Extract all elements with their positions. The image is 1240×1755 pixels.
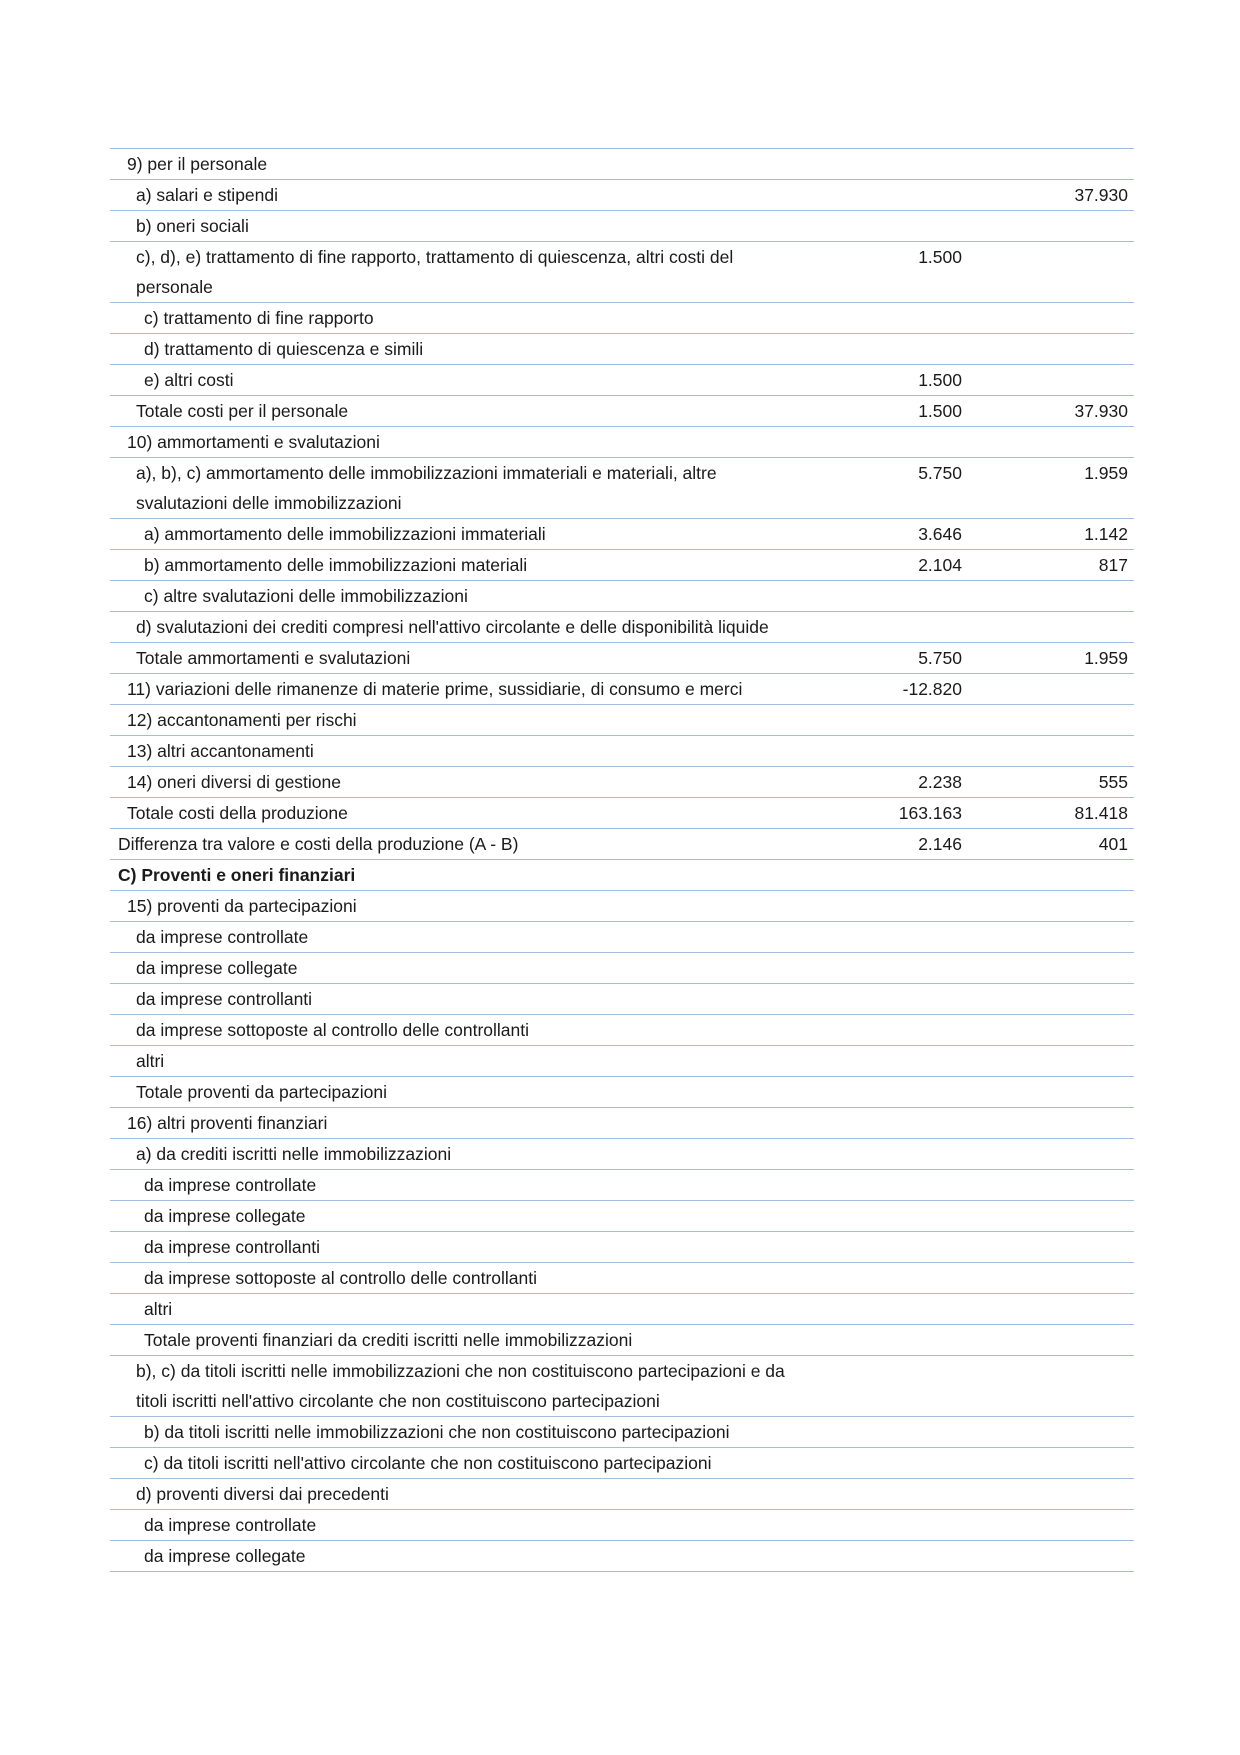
row-label: da imprese collegate xyxy=(110,953,800,984)
row-label: Totale costi della produzione xyxy=(110,798,800,829)
table-row xyxy=(110,396,1134,427)
row-label: c) trattamento di fine rapporto xyxy=(110,303,800,334)
current-year-value xyxy=(800,1417,968,1448)
table-row xyxy=(110,643,1134,674)
previous-year-value xyxy=(968,1448,1134,1479)
current-year-value xyxy=(800,180,968,211)
previous-year-value xyxy=(968,1077,1134,1108)
table-row xyxy=(110,1232,1134,1263)
row-label: altri xyxy=(110,1294,800,1325)
current-year-value: 1.500 xyxy=(800,365,968,396)
previous-year-value xyxy=(968,922,1134,953)
previous-year-value xyxy=(968,1541,1134,1572)
row-label: da imprese collegate xyxy=(110,1201,800,1232)
previous-year-value: 81.418 xyxy=(968,798,1134,829)
current-year-value: 2.146 xyxy=(800,829,968,860)
current-year-value xyxy=(800,1139,968,1170)
row-label: 13) altri accantonamenti xyxy=(110,736,800,767)
current-year-value xyxy=(800,953,968,984)
current-year-value xyxy=(800,303,968,334)
table-row xyxy=(110,1479,1134,1510)
current-year-value: 5.750 xyxy=(800,643,968,674)
current-year-value xyxy=(800,1046,968,1077)
current-year-value: 163.163 xyxy=(800,798,968,829)
table-row xyxy=(110,705,1134,736)
table-row xyxy=(110,303,1134,334)
previous-year-value xyxy=(968,860,1134,891)
row-label: da imprese controllate xyxy=(110,1170,800,1201)
previous-year-value: 817 xyxy=(968,550,1134,581)
current-year-value xyxy=(800,736,968,767)
previous-year-value xyxy=(968,1201,1134,1232)
current-year-value xyxy=(800,1325,968,1356)
row-label: Totale ammortamenti e svalutazioni xyxy=(110,643,800,674)
current-year-value xyxy=(800,1232,968,1263)
table-row xyxy=(110,860,1134,891)
previous-year-value xyxy=(968,705,1134,736)
current-year-value: -12.820 xyxy=(800,674,968,705)
previous-year-value xyxy=(968,1510,1134,1541)
current-year-value xyxy=(800,1294,968,1325)
previous-year-value xyxy=(968,1108,1134,1139)
previous-year-value xyxy=(968,581,1134,612)
current-year-value xyxy=(800,705,968,736)
table-row xyxy=(110,1139,1134,1170)
previous-year-value xyxy=(968,211,1134,242)
row-label: c) altre svalutazioni delle immobilizzazioni xyxy=(110,581,800,612)
table-row xyxy=(110,365,1134,396)
previous-year-value xyxy=(968,984,1134,1015)
row-label: 16) altri proventi finanziari xyxy=(110,1108,800,1139)
current-year-value xyxy=(800,1541,968,1572)
previous-year-value xyxy=(968,1263,1134,1294)
current-year-value xyxy=(800,1170,968,1201)
previous-year-value xyxy=(968,1294,1134,1325)
row-label: Differenza tra valore e costi della produzione (A - B) xyxy=(110,829,800,860)
previous-year-value xyxy=(968,149,1134,180)
current-year-value xyxy=(800,334,968,365)
previous-year-value: 37.930 xyxy=(968,396,1134,427)
row-label: b), c) da titoli iscritti nelle immobilizzazioni che non costituiscono partecipazioni e da titoli iscritti nell'attivo circolante che non costituiscono partecipazioni xyxy=(110,1356,800,1417)
current-year-value xyxy=(800,1479,968,1510)
row-label: d) svalutazioni dei crediti compresi nell'attivo circolante e delle disponibilità liquide xyxy=(110,612,800,643)
previous-year-value xyxy=(968,1046,1134,1077)
previous-year-value xyxy=(968,1417,1134,1448)
row-label: c) da titoli iscritti nell'attivo circolante che non costituiscono partecipazioni xyxy=(110,1448,800,1479)
previous-year-value: 37.930 xyxy=(968,180,1134,211)
previous-year-value xyxy=(968,1139,1134,1170)
previous-year-value xyxy=(968,1479,1134,1510)
current-year-value: 2.238 xyxy=(800,767,968,798)
row-label: b) da titoli iscritti nelle immobilizzazioni che non costituiscono partecipazioni xyxy=(110,1417,800,1448)
current-year-value xyxy=(800,1201,968,1232)
previous-year-value xyxy=(968,891,1134,922)
current-year-value xyxy=(800,1356,968,1417)
row-label: 11) variazioni delle rimanenze di materie prime, sussidiarie, di consumo e merci xyxy=(110,674,800,705)
table-row xyxy=(110,1448,1134,1479)
table-row xyxy=(110,1077,1134,1108)
table-row xyxy=(110,1263,1134,1294)
previous-year-value xyxy=(968,953,1134,984)
row-label: 14) oneri diversi di gestione xyxy=(110,767,800,798)
current-year-value xyxy=(800,922,968,953)
row-label: da imprese sottoposte al controllo delle controllanti xyxy=(110,1015,800,1046)
current-year-value xyxy=(800,891,968,922)
previous-year-value xyxy=(968,1170,1134,1201)
previous-year-value xyxy=(968,612,1134,643)
current-year-value xyxy=(800,1263,968,1294)
previous-year-value xyxy=(968,674,1134,705)
previous-year-value xyxy=(968,427,1134,458)
current-year-value: 2.104 xyxy=(800,550,968,581)
row-label: d) trattamento di quiescenza e simili xyxy=(110,334,800,365)
previous-year-value xyxy=(968,303,1134,334)
table-row xyxy=(110,891,1134,922)
table-row xyxy=(110,1015,1134,1046)
current-year-value xyxy=(800,860,968,891)
current-year-value: 3.646 xyxy=(800,519,968,550)
table-row xyxy=(110,458,1134,519)
table-row xyxy=(110,798,1134,829)
table-row xyxy=(110,984,1134,1015)
table-row xyxy=(110,953,1134,984)
row-label: da imprese collegate xyxy=(110,1541,800,1572)
previous-year-value xyxy=(968,334,1134,365)
row-label: Totale costi per il personale xyxy=(110,396,800,427)
current-year-value: 5.750 xyxy=(800,458,968,519)
current-year-value xyxy=(800,149,968,180)
previous-year-value: 555 xyxy=(968,767,1134,798)
table-row xyxy=(110,1294,1134,1325)
current-year-value xyxy=(800,612,968,643)
previous-year-value xyxy=(968,1232,1134,1263)
table-row xyxy=(110,674,1134,705)
row-label: 15) proventi da partecipazioni xyxy=(110,891,800,922)
row-label: da imprese controllanti xyxy=(110,1232,800,1263)
row-label: Totale proventi finanziari da crediti iscritti nelle immobilizzazioni xyxy=(110,1325,800,1356)
income-statement-body xyxy=(110,149,1134,1572)
row-label: da imprese controllate xyxy=(110,922,800,953)
row-label: C) Proventi e oneri finanziari xyxy=(110,860,800,891)
previous-year-value xyxy=(968,736,1134,767)
previous-year-value: 1.959 xyxy=(968,643,1134,674)
row-label: Totale proventi da partecipazioni xyxy=(110,1077,800,1108)
row-label: 10) ammortamenti e svalutazioni xyxy=(110,427,800,458)
row-label: da imprese controllanti xyxy=(110,984,800,1015)
current-year-value xyxy=(800,1077,968,1108)
current-year-value: 1.500 xyxy=(800,242,968,303)
table-row xyxy=(110,180,1134,211)
previous-year-value: 401 xyxy=(968,829,1134,860)
table-row xyxy=(110,211,1134,242)
previous-year-value xyxy=(968,1356,1134,1417)
previous-year-value xyxy=(968,1325,1134,1356)
row-label: c), d), e) trattamento di fine rapporto, trattamento di quiescenza, altri costi del personale xyxy=(110,242,800,303)
table-row xyxy=(110,149,1134,180)
table-row xyxy=(110,829,1134,860)
table-row xyxy=(110,519,1134,550)
table-row xyxy=(110,922,1134,953)
table-row xyxy=(110,1356,1134,1417)
table-row xyxy=(110,1108,1134,1139)
row-label: altri xyxy=(110,1046,800,1077)
table-row xyxy=(110,1046,1134,1077)
row-label: b) oneri sociali xyxy=(110,211,800,242)
table-row xyxy=(110,550,1134,581)
table-row xyxy=(110,581,1134,612)
table-row xyxy=(110,1541,1134,1572)
row-label: da imprese sottoposte al controllo delle controllanti xyxy=(110,1263,800,1294)
row-label: e) altri costi xyxy=(110,365,800,396)
current-year-value xyxy=(800,211,968,242)
current-year-value xyxy=(800,1448,968,1479)
current-year-value xyxy=(800,1015,968,1046)
previous-year-value xyxy=(968,1015,1134,1046)
row-label: da imprese controllate xyxy=(110,1510,800,1541)
row-label: a) salari e stipendi xyxy=(110,180,800,211)
table-row xyxy=(110,1170,1134,1201)
row-label: a) ammortamento delle immobilizzazioni immateriali xyxy=(110,519,800,550)
table-row xyxy=(110,767,1134,798)
previous-year-value xyxy=(968,365,1134,396)
table-row xyxy=(110,1417,1134,1448)
previous-year-value: 1.142 xyxy=(968,519,1134,550)
previous-year-value: 1.959 xyxy=(968,458,1134,519)
table-row xyxy=(110,427,1134,458)
row-label: a) da crediti iscritti nelle immobilizzazioni xyxy=(110,1139,800,1170)
row-label: 12) accantonamenti per rischi xyxy=(110,705,800,736)
current-year-value xyxy=(800,427,968,458)
row-label: d) proventi diversi dai precedenti xyxy=(110,1479,800,1510)
table-row xyxy=(110,1510,1134,1541)
table-row xyxy=(110,736,1134,767)
current-year-value: 1.500 xyxy=(800,396,968,427)
current-year-value xyxy=(800,1510,968,1541)
current-year-value xyxy=(800,1108,968,1139)
row-label: a), b), c) ammortamento delle immobilizzazioni immateriali e materiali, altre svalutazioni delle immobilizzazioni xyxy=(110,458,800,519)
current-year-value xyxy=(800,581,968,612)
row-label: 9) per il personale xyxy=(110,149,800,180)
table-row xyxy=(110,242,1134,303)
previous-year-value xyxy=(968,242,1134,303)
income-statement-table xyxy=(110,148,1134,1572)
table-row xyxy=(110,1201,1134,1232)
table-row xyxy=(110,1325,1134,1356)
current-year-value xyxy=(800,984,968,1015)
table-row xyxy=(110,334,1134,365)
row-label: b) ammortamento delle immobilizzazioni materiali xyxy=(110,550,800,581)
table-row xyxy=(110,612,1134,643)
